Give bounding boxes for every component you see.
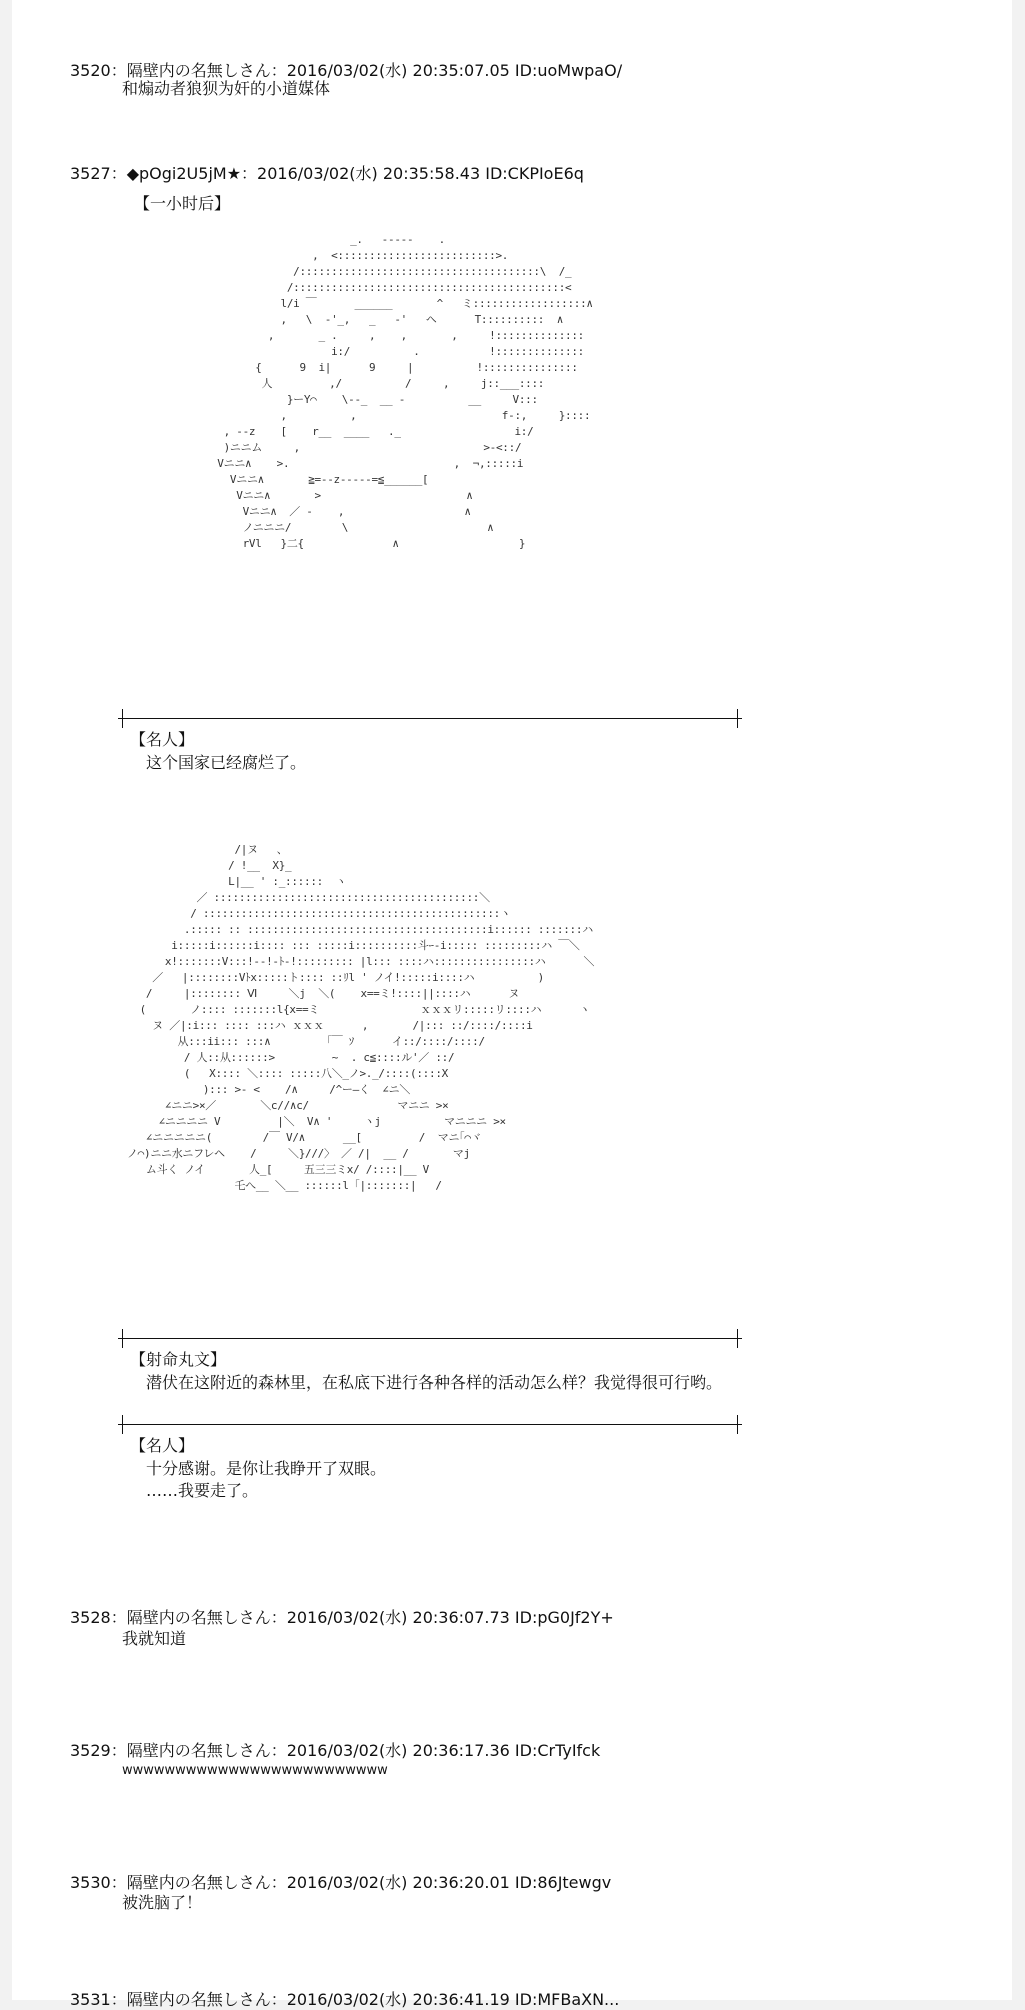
post-header: 3520：隔壁内の名無しさん：2016/03/02(水) 20:35:07.05 ID:uoMwpaO/ [70, 61, 623, 80]
post-body: 和煽动者狼狈为奸的小道媒体 [122, 79, 331, 98]
dialogue-line: ……我要走了。 [146, 1481, 259, 1500]
post-header: 3527：◆pOgi2U5jM★：2016/03/02(水) 20:35:58.43 ID:CKPIoE6q [70, 164, 584, 183]
post-body: wwwwwwwwwwwwwwwwwwwwwwwww [122, 1763, 388, 1778]
post-body: 【一小时后】 [134, 194, 231, 213]
dialogue-line: 这个国家已经腐烂了。 [146, 753, 307, 772]
separator-line [118, 1338, 742, 1339]
dialogue-line: 潜伏在这附近的森林里，在私底下进行各种各样的活动怎么样？我觉得很可行哟。 [146, 1373, 723, 1392]
post-header: 3529：隔壁内の名無しさん：2016/03/02(水) 20:36:17.36 ID:CrTyIfck [70, 1741, 601, 1760]
post-body: 我就知道 [122, 1629, 187, 1648]
thread-page [12, 0, 1012, 2009]
speaker-label: 【名人】 [130, 1436, 195, 1455]
ascii-art-meijin: _. ----- . , <:::::::::::::::::::::::::>. /::::::::::::::::::::::::::::::::::::::\ /_ /:::::::::::::::::::::::::::::::::::::::::::< l/i ￣ ______ ^ ミ::::::::::::::::::∧ , \ -'_, _ -' ヘ T:::::::::: ∧ , _ . , , , !:::::::::::::: i:/ . !:::::::::::::: { 9 i| 9 | !::::::::::::::: 人 ,/ / , j::___:::: }ーY⌒ \--_ __ - __ V::: , , f-:, }:::: , --z [ r__ ____ ._ i:/ )ニニム , >-<::/ Vニニ∧ >. , ¬,:::::i Vニニ∧ ≧=--z-----=≦______[ Vニニ∧ > ∧ Vニニ∧ ／ - , ∧ ノニニニ/ \ ∧ rVl }二{ ∧ } [217, 233, 593, 550]
separator-line [118, 1424, 742, 1425]
ascii-art-aya: /|ヌ 、 / !__ X}_ L|__ ' :_:::::: ヽ ／ ::::::::::::::::::::::::::::::::::::::::::＼ / :::::::::::::::::::::::::::::::::::::::::::::::ヽ .::::: :: ::::::::::::::::::::::::::::::::::::::i:::::: :::::::ハ i:::::i::::::i:::: ::: :::::i::::::::::斗ｰ-i::::: :::::::::ハ ￣＼ x!:::::::V:::!--!-ﾄ-!::::::::: |l::: ::::ハ::::::::::::::::ハ ＼ ／ |::::::::Vﾄx:::::ト:::: ::ﾘl ' ノイ!:::::i::::ハ ) / |:::::::: Ⅵ ＼j ＼( x==ミ!::::||::::ハ ヌ ( ノ:::: :::::::l{x==ミ ｘｘｘリ:::::リ::::ハ ヽ ヌ ／|:i::: :::: :::ハ ｘｘｘ , /|::: ::/::::/::::i 从:::ii::: :::∧ 「￣ ｿ イ::/::::/::::/ / 人::从::::::> ~ . c≦::::ル'／ ::/ ( X:::: ＼:::: :::::八＼_ノ>._/::::(::::X )::: >- < /∧ /^ー—く ∠ニ＼ ∠ニニ>×／ ＼c//∧c/ マニニ >× ∠ニニニニ V |＼ V∧ ' ヽj マニニニ >× ∠ニニニニニ( /￣ V/∧ __[ / マニ｢⌒ヾ ノ⌒)ニニ水ニフレヘ / ＼}///〉 ／ /| __ / マj ム斗く ノイ 人_[ 五三三ミx/ /::::|__ V 乇へ__ ＼__ ::::::l「|:::::::| / [126, 843, 595, 1192]
dialogue-line: 十分感谢。是你让我睁开了双眼。 [146, 1459, 387, 1478]
speaker-label: 【名人】 [130, 730, 195, 749]
post-header: 3530：隔壁内の名無しさん：2016/03/02(水) 20:36:20.01 ID:86Jtewgv [70, 1873, 612, 1892]
post-header: 3531：隔壁内の名無しさん：2016/03/02(水) 20:36:41.19 ID:MFBaXN... [70, 1990, 620, 2009]
post-body: 被洗脑了！ [122, 1893, 203, 1912]
separator-line [118, 718, 742, 719]
speaker-label: 【射命丸文】 [130, 1350, 227, 1369]
post-header: 3528：隔壁内の名無しさん：2016/03/02(水) 20:36:07.73 ID:pG0Jf2Y+ [70, 1608, 614, 1627]
